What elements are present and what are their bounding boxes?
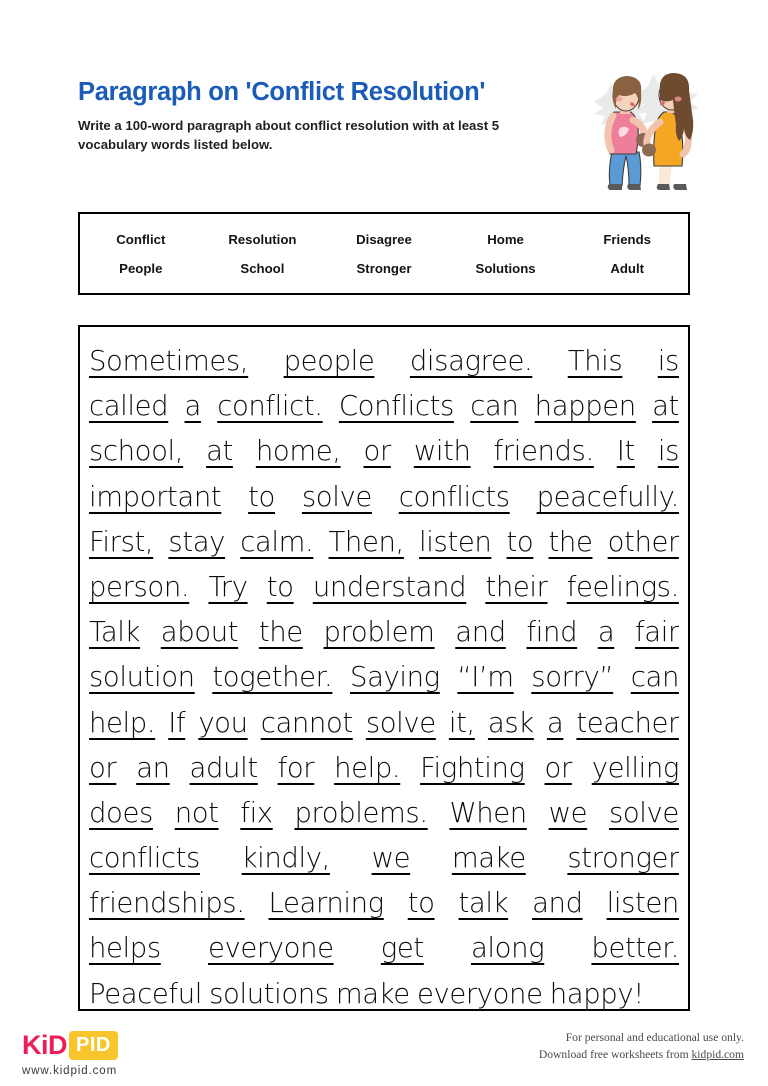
paragraph-word: friendships. <box>89 887 245 920</box>
paragraph-word: conflicts <box>398 480 510 513</box>
paragraph-word: It <box>616 435 635 468</box>
vocabulary-word: Friends <box>603 231 651 247</box>
worksheet-header <box>78 78 690 198</box>
paragraph-word: a <box>546 706 564 739</box>
paragraph-word: does <box>89 796 153 829</box>
paragraph-word: everyone <box>207 932 334 965</box>
paragraph-word: solve <box>301 480 372 513</box>
worksheet-instructions: Write a 100-word paragraph about conflict resolution with at least 5 vocabulary words listed below. <box>78 118 500 153</box>
paragraph-word: along <box>470 932 545 965</box>
paragraph-line <box>89 928 679 973</box>
paragraph-line <box>89 748 679 793</box>
kidpid-link[interactable]: kidpid.com <box>691 1047 744 1061</box>
paragraph-line <box>89 793 679 838</box>
paragraph-line <box>89 431 679 476</box>
vocabulary-row <box>80 232 688 247</box>
paragraph-word: a <box>184 390 201 423</box>
paragraph-line <box>89 974 679 1019</box>
paragraph-word: solution <box>89 661 195 694</box>
paragraph-word: cannot <box>260 706 353 739</box>
two-girls-arguing-illustration <box>576 64 698 196</box>
paragraph-line <box>89 567 679 612</box>
paragraph-line <box>89 522 679 567</box>
paragraph-word: not <box>174 796 219 829</box>
kidpid-logo <box>22 1030 118 1077</box>
paragraph-word: a <box>597 616 615 649</box>
paragraph-word: problems. <box>294 796 428 829</box>
vocabulary-word: Solutions <box>475 260 536 276</box>
paragraph-word: important <box>89 480 222 513</box>
logo-url-text: www.kidpid.com <box>22 1065 118 1077</box>
paragraph-word: ask <box>487 706 534 739</box>
paragraph-word: everyone <box>416 977 543 1010</box>
footer-note-line-1: For personal and educational use only. <box>565 1031 744 1044</box>
paragraph-word: the <box>548 525 593 558</box>
paragraph-lines <box>89 341 679 1019</box>
paragraph-line <box>89 477 679 522</box>
paragraph-word: kindly, <box>241 842 330 875</box>
paragraph-word: stronger <box>567 842 679 875</box>
paragraph-word: Try <box>208 570 248 603</box>
header-text-block <box>78 78 578 155</box>
paragraph-word: conflict. <box>217 390 323 423</box>
paragraph-line <box>89 883 679 928</box>
paragraph-word: get <box>380 932 424 965</box>
paragraph-answer-area[interactable] <box>78 325 690 1011</box>
paragraph-word: friends. <box>493 435 594 468</box>
paragraph-word: help. <box>334 751 401 784</box>
paragraph-word: happy! <box>549 977 644 1010</box>
paragraph-line <box>89 838 679 883</box>
paragraph-word: it, <box>448 706 475 739</box>
paragraph-word: listen <box>606 887 679 920</box>
paragraph-word: “I’m <box>457 661 514 694</box>
paragraph-word: their <box>485 570 548 603</box>
paragraph-word: problem <box>323 616 435 649</box>
paragraph-word: we <box>371 842 411 875</box>
paragraph-word: about <box>160 616 239 649</box>
footer-note-prefix: Download free worksheets from <box>538 1047 692 1061</box>
paragraph-word: with <box>413 435 471 468</box>
paragraph-word: other <box>607 525 679 558</box>
paragraph-word: for <box>277 751 315 784</box>
paragraph-word: talk <box>458 887 509 920</box>
paragraph-word: Talk <box>89 616 141 649</box>
logo-pid-badge: PID <box>69 1031 118 1060</box>
paragraph-word: is <box>657 345 679 377</box>
vocabulary-word: Resolution <box>228 231 297 247</box>
paragraph-line <box>89 657 679 702</box>
paragraph-word: or <box>363 435 391 468</box>
paragraph-word: solutions <box>209 977 329 1010</box>
paragraph-word: at <box>652 390 679 423</box>
logo-mark <box>22 1030 118 1060</box>
vocabulary-word: Stronger <box>356 260 412 276</box>
paragraph-word: together. <box>212 661 333 694</box>
paragraph-word: to <box>266 570 294 603</box>
paragraph-word: to <box>407 887 435 920</box>
paragraph-word: better. <box>591 932 679 965</box>
paragraph-line <box>89 703 679 748</box>
paragraph-word: you <box>198 706 248 739</box>
paragraph-word: school, <box>89 435 184 468</box>
paragraph-word: is <box>657 435 679 468</box>
vocabulary-word: Adult <box>610 260 645 276</box>
paragraph-word: Fighting <box>420 751 525 784</box>
paragraph-word: fix <box>240 796 273 829</box>
paragraph-word: make <box>451 842 526 875</box>
vocabulary-word: School <box>240 260 285 276</box>
paragraph-word: conflicts <box>89 842 200 875</box>
vocabulary-word: Home <box>487 231 524 247</box>
paragraph-word: can <box>470 390 519 423</box>
paragraph-word: understand <box>312 570 467 603</box>
paragraph-word: we <box>548 796 588 829</box>
paragraph-word: teacher <box>576 706 679 739</box>
paragraph-word: sorry” <box>531 661 614 694</box>
paragraph-word: at <box>206 435 233 468</box>
vocabulary-word: Disagree <box>356 231 412 247</box>
paragraph-line <box>89 341 679 386</box>
paragraph-word: helps <box>89 932 161 965</box>
paragraph-word: called <box>89 390 169 423</box>
paragraph-word: listen <box>419 525 492 558</box>
paragraph-word: calm. <box>240 525 314 558</box>
paragraph-word: First, <box>89 525 154 558</box>
paragraph-word: and <box>532 887 583 920</box>
paragraph-word: Then, <box>328 525 404 558</box>
vocabulary-word: Conflict <box>116 231 166 247</box>
paragraph-word: Peaceful <box>89 977 202 1010</box>
paragraph-word: stay <box>168 525 226 558</box>
paragraph-word: Sometimes, <box>89 345 249 377</box>
paragraph-word: This <box>567 345 623 377</box>
paragraph-word: or <box>544 751 572 784</box>
vocabulary-row <box>80 261 688 276</box>
paragraph-word: people <box>283 345 375 377</box>
paragraph-word: peacefully. <box>536 480 679 513</box>
paragraph-word: home, <box>255 435 341 468</box>
logo-kid-text: KiD <box>22 1029 67 1060</box>
paragraph-line <box>89 612 679 657</box>
paragraph-word: Learning <box>268 887 384 920</box>
paragraph-word: feelings. <box>566 570 679 603</box>
paragraph-word: When <box>449 796 527 829</box>
paragraph-word: or <box>89 751 117 784</box>
paragraph-word: yelling <box>591 751 679 784</box>
paragraph-word: find <box>526 616 578 649</box>
paragraph-word: Conflicts <box>338 390 454 423</box>
paragraph-word: happen <box>534 390 636 423</box>
page-footer <box>0 1026 768 1086</box>
page-title: Paragraph on 'Conflict Resolution' <box>78 78 486 106</box>
paragraph-word: solve <box>608 796 679 829</box>
paragraph-word: If <box>168 706 186 739</box>
footer-note-line-2 <box>539 1047 744 1064</box>
paragraph-word: adult <box>189 751 258 784</box>
paragraph-word: solve <box>365 706 436 739</box>
paragraph-word: can <box>630 661 679 694</box>
paragraph-word: the <box>258 616 303 649</box>
paragraph-word: Saying <box>350 661 440 694</box>
paragraph-word: and <box>455 616 506 649</box>
paragraph-word: to <box>506 525 534 558</box>
footer-usage-note <box>539 1030 744 1064</box>
paragraph-word: help. <box>89 706 156 739</box>
paragraph-word: to <box>248 480 275 513</box>
paragraph-line <box>89 386 679 431</box>
vocabulary-word: People <box>119 260 163 276</box>
paragraph-word: make <box>335 977 410 1010</box>
paragraph-word: an <box>136 751 170 784</box>
vocabulary-word-bank <box>78 212 690 295</box>
paragraph-word: person. <box>89 570 190 603</box>
paragraph-word: disagree. <box>409 345 533 377</box>
paragraph-word: fair <box>635 616 679 649</box>
